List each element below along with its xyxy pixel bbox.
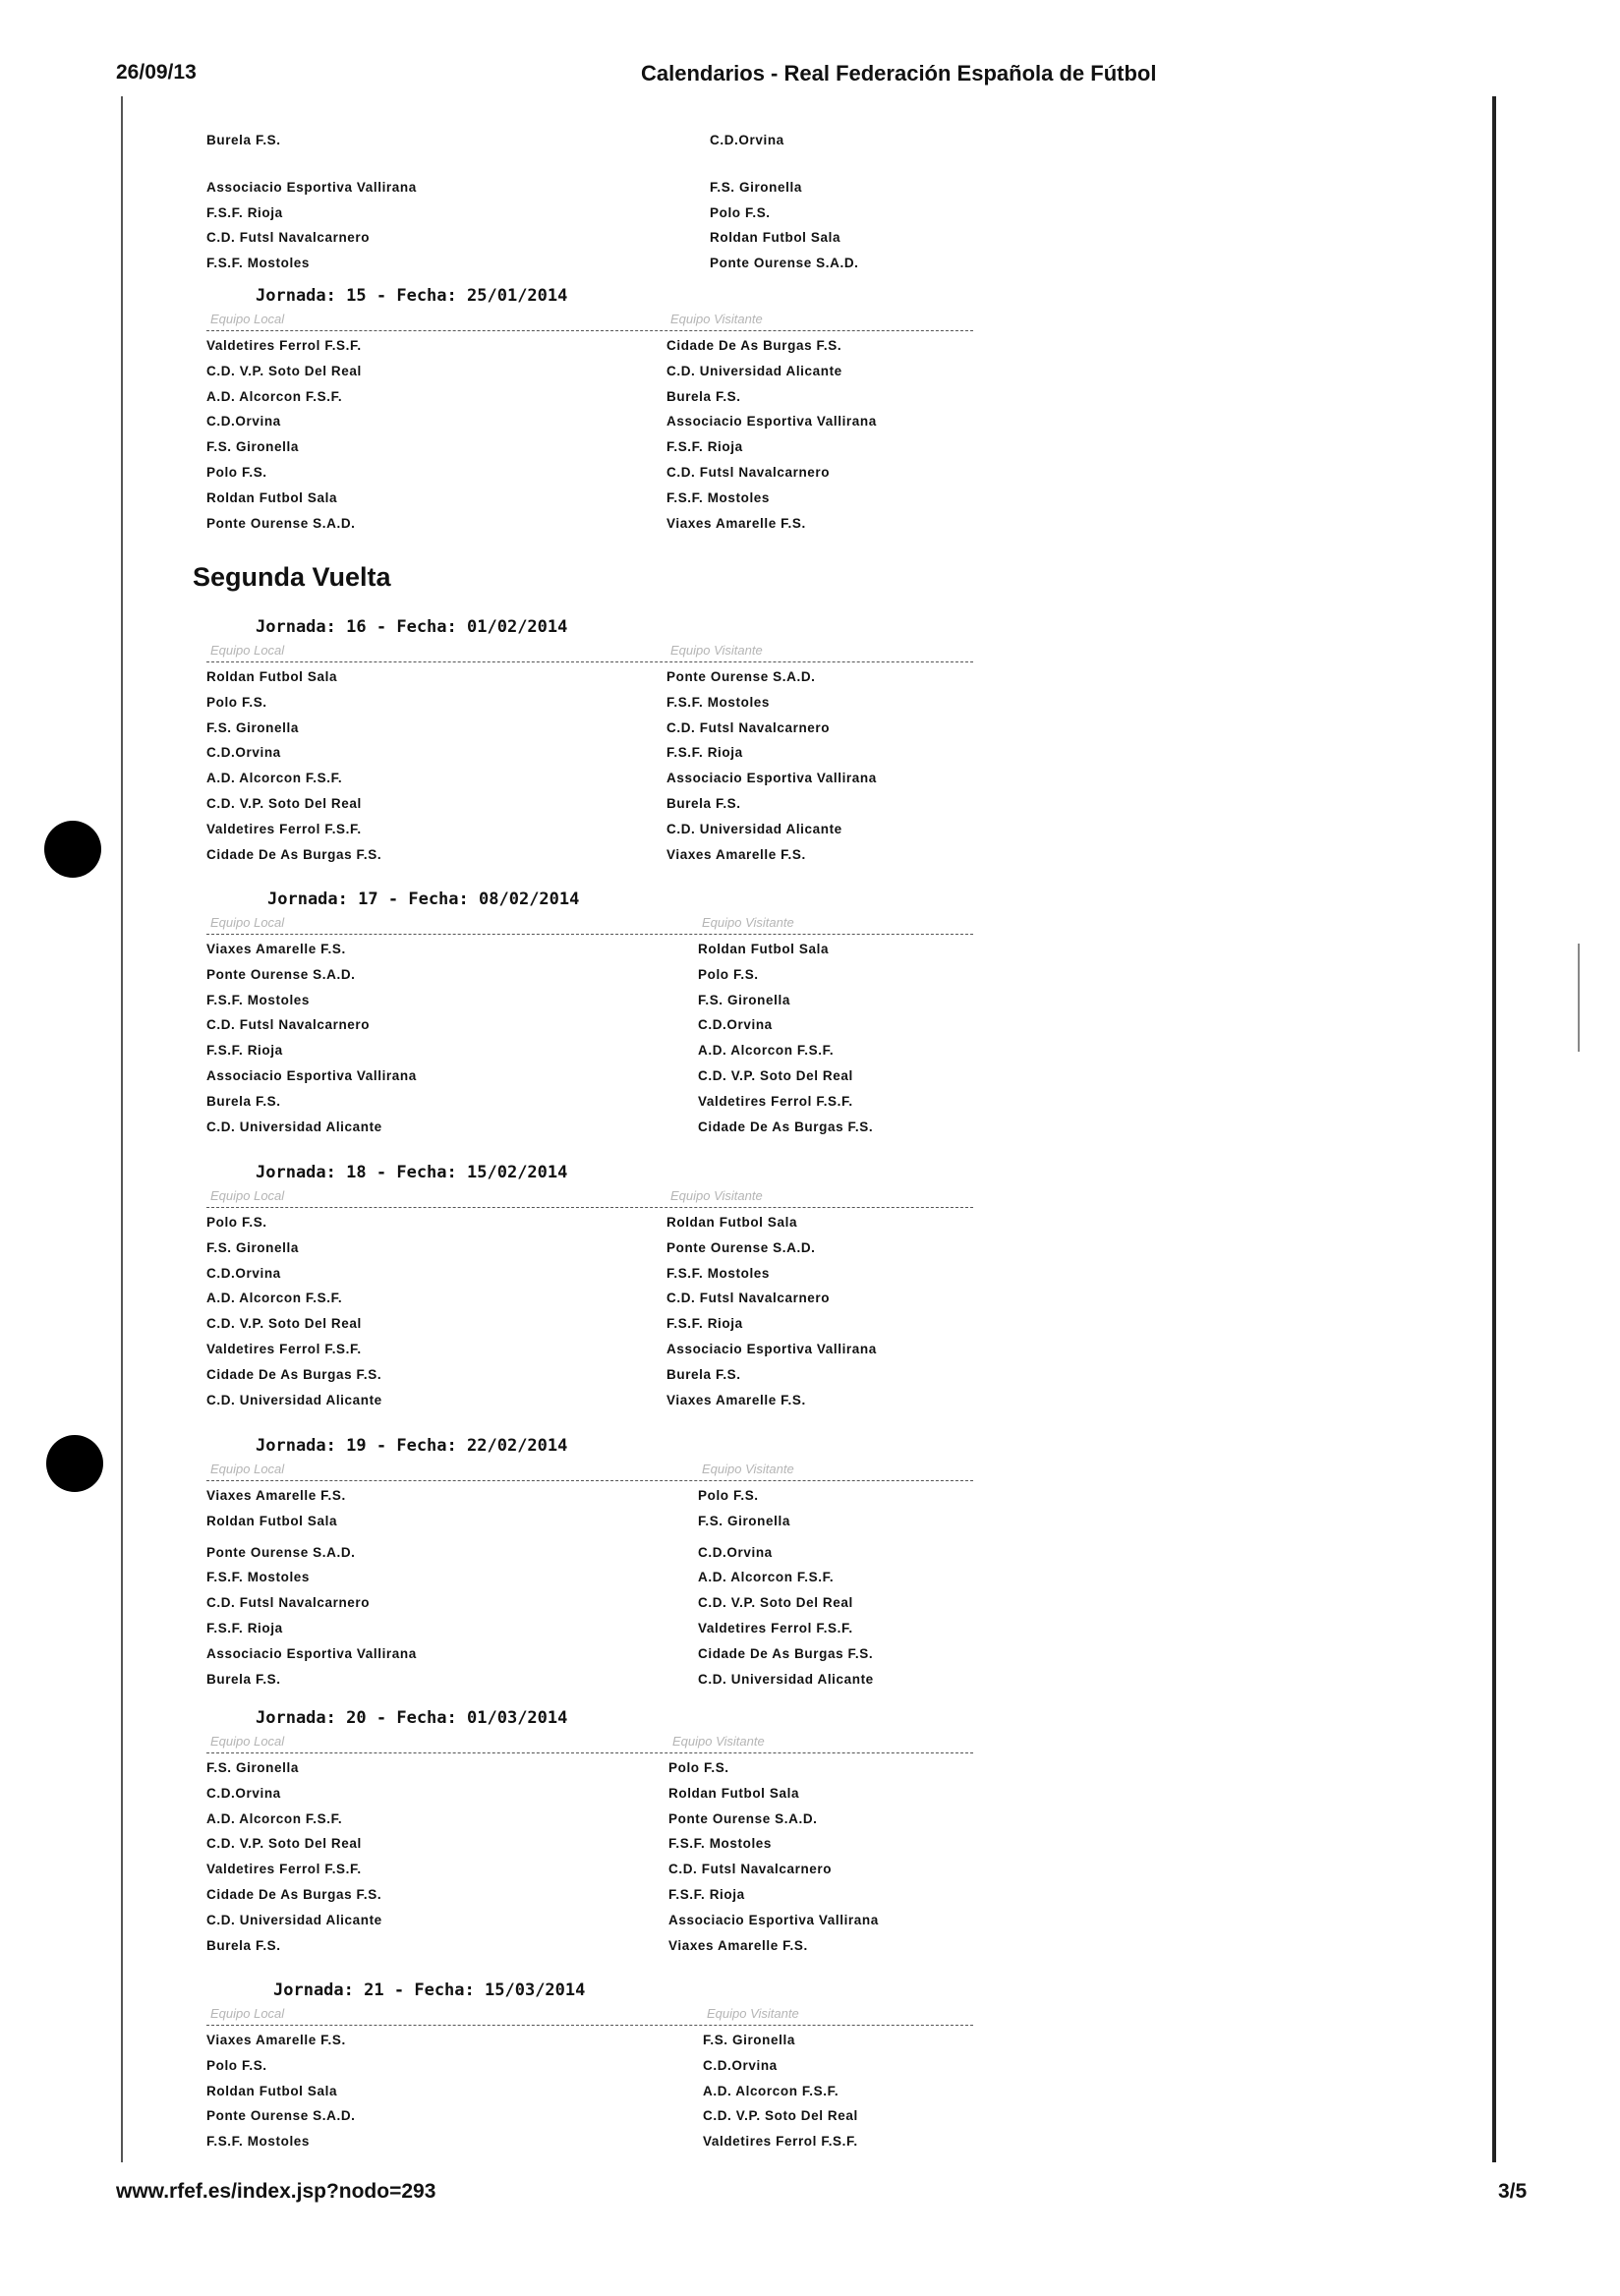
match-row <box>206 988 973 1013</box>
away-team: Polo F.S. <box>698 966 759 982</box>
match-row <box>206 817 973 842</box>
match-row <box>206 2079 973 2104</box>
fecha-label: - Fecha: <box>376 286 457 306</box>
jornada-heading <box>206 614 973 640</box>
match-row <box>206 1210 973 1235</box>
jornada-number: 16 <box>346 617 367 637</box>
jornada-label: Jornada: <box>256 1708 336 1728</box>
footer-url: www.rfef.es/index.jsp?nodo=293 <box>116 2180 436 2203</box>
jornada-heading <box>206 1705 973 1731</box>
away-team: Polo F.S. <box>698 1488 759 1503</box>
home-team: A.D. Alcorcon F.S.F. <box>206 388 343 404</box>
home-team: F.S. Gironella <box>206 1760 299 1775</box>
away-team: Viaxes Amarelle F.S. <box>666 1392 806 1407</box>
home-team: C.D. Universidad Alicante <box>206 1912 382 1927</box>
home-team: Polo F.S. <box>206 1215 267 1230</box>
home-team: Burela F.S. <box>206 1937 281 1953</box>
jornada-number: 17 <box>358 890 378 909</box>
away-team: Cidade De As Burgas F.S. <box>698 1645 874 1661</box>
match-list <box>206 1483 973 1692</box>
home-team: F.S. Gironella <box>206 439 299 455</box>
away-team: Viaxes Amarelle F.S. <box>666 515 806 531</box>
home-team: C.D.Orvina <box>206 1265 281 1281</box>
match-row <box>206 1115 973 1140</box>
local-column-label: Equipo Local <box>210 312 285 326</box>
home-team: Burela F.S. <box>206 1671 281 1687</box>
away-team: C.D.Orvina <box>698 1544 773 1560</box>
jornada-block <box>206 614 973 867</box>
jornada-heading <box>206 1978 973 2003</box>
away-team: C.D.Orvina <box>710 133 784 147</box>
away-team: Burela F.S. <box>666 388 741 404</box>
match-row <box>206 384 973 410</box>
match-row <box>206 251 973 276</box>
away-team: C.D. Futsl Navalcarnero <box>666 719 831 735</box>
home-team: Polo F.S. <box>206 2057 267 2073</box>
match-row <box>206 1362 973 1388</box>
away-team: C.D. Universidad Alicante <box>666 363 842 378</box>
match-row <box>206 962 973 988</box>
match-row <box>206 1235 973 1261</box>
match-row <box>206 333 973 359</box>
match-row <box>206 409 973 434</box>
section-title: Segunda Vuelta <box>193 562 391 592</box>
away-team: Polo F.S. <box>710 204 771 220</box>
column-header <box>206 2003 973 2026</box>
home-team: Valdetires Ferrol F.S.F. <box>206 1862 362 1877</box>
home-team: Viaxes Amarelle F.S. <box>206 1488 346 1503</box>
match-row <box>206 1590 973 1616</box>
punch-hole <box>46 1435 103 1492</box>
home-team: Polo F.S. <box>206 694 267 710</box>
match-row <box>206 225 973 251</box>
home-team: F.S.F. Mostoles <box>206 2134 311 2150</box>
home-team: Ponte Ourense S.A.D. <box>206 515 356 531</box>
home-team: Ponte Ourense S.A.D. <box>206 2108 356 2124</box>
away-team: C.D. Futsl Navalcarnero <box>666 1291 831 1306</box>
match-row <box>206 1261 973 1287</box>
home-team: Valdetires Ferrol F.S.F. <box>206 821 362 836</box>
away-team: F.S.F. Mostoles <box>666 1265 771 1281</box>
away-team: F.S.F. Mostoles <box>668 1836 773 1852</box>
away-team: F.S. Gironella <box>698 992 790 1007</box>
home-team: Valdetires Ferrol F.S.F. <box>206 338 362 353</box>
match-row <box>206 1616 973 1641</box>
match-list <box>206 937 973 1139</box>
match-row <box>206 1857 973 1882</box>
away-team: C.D. V.P. Soto Del Real <box>703 2108 858 2124</box>
away-team: C.D. Futsl Navalcarnero <box>666 464 831 480</box>
home-team: Burela F.S. <box>206 133 281 147</box>
home-team: F.S.F. Rioja <box>206 1620 283 1636</box>
fecha-date: 15/02/2014 <box>467 1163 568 1182</box>
away-team: Viaxes Amarelle F.S. <box>666 846 806 862</box>
match-row <box>206 1667 973 1693</box>
home-team: C.D. Universidad Alicante <box>206 1119 382 1134</box>
match-row <box>206 1286 973 1311</box>
home-team: C.D. V.P. Soto Del Real <box>206 363 362 378</box>
match-list <box>206 333 973 536</box>
visitante-column-label: Equipo Visitante <box>702 915 794 930</box>
home-team: C.D.Orvina <box>206 414 281 430</box>
page-header-title: Calendarios - Real Federación Española de Fútbol <box>641 61 1157 86</box>
jornada-block <box>206 283 973 536</box>
match-row <box>206 1882 973 1908</box>
away-team: F.S.F. Rioja <box>666 439 743 455</box>
away-team: F.S. Gironella <box>698 1513 790 1528</box>
away-team: F.S.F. Rioja <box>666 1316 743 1332</box>
fecha-date: 15/03/2014 <box>485 1980 586 2000</box>
away-team: C.D.Orvina <box>698 1017 773 1033</box>
away-team: A.D. Alcorcon F.S.F. <box>703 2083 839 2098</box>
jornada-heading <box>206 1160 973 1185</box>
jornada-number: 19 <box>346 1436 367 1456</box>
fecha-label: - Fecha: <box>387 890 469 909</box>
away-team: Valdetires Ferrol F.S.F. <box>703 2134 858 2150</box>
home-team: Ponte Ourense S.A.D. <box>206 1544 356 1560</box>
home-team: Roldan Futbol Sala <box>206 1513 338 1528</box>
column-header <box>206 640 973 662</box>
fecha-date: 01/03/2014 <box>467 1708 568 1728</box>
away-team: Valdetires Ferrol F.S.F. <box>698 1093 853 1109</box>
away-team: F.S.F. Rioja <box>668 1886 745 1902</box>
away-team: Burela F.S. <box>666 1366 741 1382</box>
column-header <box>206 1731 973 1753</box>
home-team: F.S.F. Rioja <box>206 204 283 220</box>
match-row <box>206 842 973 868</box>
away-team: A.D. Alcorcon F.S.F. <box>698 1043 835 1059</box>
home-team: F.S.F. Mostoles <box>206 256 311 271</box>
jornada-block <box>206 1705 973 1958</box>
match-row <box>206 664 973 690</box>
match-row <box>206 1337 973 1362</box>
away-team: Cidade De As Burgas F.S. <box>698 1119 874 1134</box>
home-team: A.D. Alcorcon F.S.F. <box>206 1291 343 1306</box>
match-row <box>206 1483 973 1509</box>
home-team: C.D. V.P. Soto Del Real <box>206 1836 362 1852</box>
page-number: 3/5 <box>1498 2180 1528 2203</box>
local-column-label: Equipo Local <box>210 1734 285 1749</box>
visitante-column-label: Equipo Visitante <box>670 643 763 658</box>
away-team: C.D.Orvina <box>703 2057 778 2073</box>
match-row <box>206 740 973 766</box>
right-rule <box>1492 96 1496 2162</box>
home-team: Associacio Esportiva Vallirana <box>206 1645 417 1661</box>
match-row <box>206 2129 973 2154</box>
match-row <box>206 128 973 153</box>
match-row <box>206 1781 973 1807</box>
home-team: Polo F.S. <box>206 464 267 480</box>
home-team: F.S.F. Mostoles <box>206 992 311 1007</box>
away-team: Ponte Ourense S.A.D. <box>668 1810 818 1826</box>
jornada-heading <box>206 283 973 309</box>
jornada-block <box>206 887 973 1139</box>
away-team: Burela F.S. <box>666 795 741 811</box>
home-team: Cidade De As Burgas F.S. <box>206 1366 382 1382</box>
fecha-label: - Fecha: <box>376 1436 457 1456</box>
away-team: F.S.F. Mostoles <box>666 489 771 505</box>
home-team: C.D.Orvina <box>206 745 281 761</box>
away-team: F.S. Gironella <box>703 2033 795 2047</box>
left-rule <box>121 96 123 2162</box>
match-list <box>206 1210 973 1412</box>
match-row <box>206 1012 973 1038</box>
jornada-block <box>206 1978 973 2154</box>
jornada-block <box>206 1433 973 1692</box>
fecha-label: - Fecha: <box>376 1163 457 1182</box>
match-row <box>206 716 973 741</box>
match-row <box>206 2053 973 2079</box>
fecha-date: 22/02/2014 <box>467 1436 568 1456</box>
home-team: Cidade De As Burgas F.S. <box>206 1886 382 1902</box>
jornada-block <box>206 1160 973 1412</box>
away-team: Valdetires Ferrol F.S.F. <box>698 1620 853 1636</box>
jornada-label: Jornada: <box>256 617 336 637</box>
match-row <box>206 1509 973 1534</box>
match-row <box>206 1388 973 1413</box>
jornada-heading <box>206 1433 973 1459</box>
away-team: C.D. Universidad Alicante <box>666 821 842 836</box>
jornada-number: 20 <box>346 1708 367 1728</box>
match-row <box>206 690 973 716</box>
match-row <box>206 1565 973 1590</box>
home-team: Associacio Esportiva Vallirana <box>206 179 417 195</box>
jornada-label: Jornada: <box>256 286 336 306</box>
match-row <box>206 434 973 460</box>
match-row <box>206 1311 973 1337</box>
match-row <box>206 791 973 817</box>
home-team: F.S.F. Mostoles <box>206 1570 311 1585</box>
scan-artifact-line <box>1578 944 1580 1052</box>
away-team: Roldan Futbol Sala <box>668 1785 800 1801</box>
home-team: Associacio Esportiva Vallirana <box>206 1067 417 1083</box>
jornada-label: Jornada: <box>256 1163 336 1182</box>
home-team: C.D. Futsl Navalcarnero <box>206 1017 371 1033</box>
away-team: C.D. Futsl Navalcarnero <box>668 1862 833 1877</box>
away-team: Associacio Esportiva Vallirana <box>666 1341 877 1356</box>
away-team: Ponte Ourense S.A.D. <box>666 669 816 684</box>
home-team: Viaxes Amarelle F.S. <box>206 2033 346 2047</box>
match-row <box>206 1755 973 1781</box>
column-header <box>206 309 973 331</box>
column-header <box>206 1185 973 1208</box>
visitante-column-label: Equipo Visitante <box>670 1188 763 1203</box>
away-team: A.D. Alcorcon F.S.F. <box>698 1570 835 1585</box>
match-row <box>206 1933 973 1959</box>
match-row <box>206 1908 973 1933</box>
match-row <box>206 1540 973 1566</box>
fecha-date: 08/02/2014 <box>479 890 580 909</box>
away-team: Associacio Esportiva Vallirana <box>666 771 877 786</box>
home-team: A.D. Alcorcon F.S.F. <box>206 1810 343 1826</box>
match-row <box>206 175 973 201</box>
away-team: Cidade De As Burgas F.S. <box>666 338 842 353</box>
jornada-number: 18 <box>346 1163 367 1182</box>
home-team: Roldan Futbol Sala <box>206 669 338 684</box>
away-team: Polo F.S. <box>668 1760 729 1775</box>
away-team: C.D. Universidad Alicante <box>698 1671 874 1687</box>
local-column-label: Equipo Local <box>210 2006 285 2021</box>
match-row <box>206 201 973 226</box>
away-team: Ponte Ourense S.A.D. <box>710 256 859 271</box>
home-team: Burela F.S. <box>206 1093 281 1109</box>
match-row <box>206 1063 973 1089</box>
match-list <box>206 1755 973 1958</box>
jornada-label: Jornada: <box>267 890 348 909</box>
match-row <box>206 766 973 791</box>
away-team: Associacio Esportiva Vallirana <box>668 1912 879 1927</box>
home-team: Valdetires Ferrol F.S.F. <box>206 1341 362 1356</box>
print-date: 26/09/13 <box>116 61 197 84</box>
match-row <box>206 1831 973 1857</box>
away-team: Ponte Ourense S.A.D. <box>666 1239 816 1255</box>
match-list <box>206 2028 973 2154</box>
home-team: C.D. Futsl Navalcarnero <box>206 230 371 246</box>
home-team: Viaxes Amarelle F.S. <box>206 942 346 956</box>
away-team: Associacio Esportiva Vallirana <box>666 414 877 430</box>
match-row <box>206 1089 973 1115</box>
home-team: F.S. Gironella <box>206 1239 299 1255</box>
jornada-number: 15 <box>346 286 367 306</box>
visitante-column-label: Equipo Visitante <box>707 2006 799 2021</box>
home-team: F.S. Gironella <box>206 719 299 735</box>
home-team: C.D.Orvina <box>206 1785 281 1801</box>
home-team: Roldan Futbol Sala <box>206 2083 338 2098</box>
match-list <box>206 664 973 867</box>
visitante-column-label: Equipo Visitante <box>672 1734 765 1749</box>
jornada-label: Jornada: <box>256 1436 336 1456</box>
match-row <box>206 359 973 384</box>
home-team: Roldan Futbol Sala <box>206 489 338 505</box>
home-team: Ponte Ourense S.A.D. <box>206 966 356 982</box>
home-team: F.S.F. Rioja <box>206 1043 283 1059</box>
previous-round-continuation <box>206 126 973 276</box>
away-team: Roldan Futbol Sala <box>666 1215 798 1230</box>
fecha-label: - Fecha: <box>376 1708 457 1728</box>
away-team: Viaxes Amarelle F.S. <box>668 1937 808 1953</box>
home-team: C.D. Futsl Navalcarnero <box>206 1595 371 1611</box>
local-column-label: Equipo Local <box>210 643 285 658</box>
away-team: F.S. Gironella <box>710 179 802 195</box>
home-team: C.D. Universidad Alicante <box>206 1392 382 1407</box>
match-row <box>206 486 973 511</box>
away-team: F.S.F. Rioja <box>666 745 743 761</box>
match-row <box>206 2103 973 2129</box>
punch-hole <box>44 821 101 878</box>
jornada-label: Jornada: <box>273 1980 354 2000</box>
match-row <box>206 511 973 537</box>
jornada-number: 21 <box>364 1980 384 2000</box>
local-column-label: Equipo Local <box>210 1462 285 1476</box>
home-team: A.D. Alcorcon F.S.F. <box>206 771 343 786</box>
fecha-label: - Fecha: <box>393 1980 475 2000</box>
home-team: C.D. V.P. Soto Del Real <box>206 795 362 811</box>
match-row <box>206 460 973 486</box>
away-team: Roldan Futbol Sala <box>710 230 841 246</box>
away-team: C.D. V.P. Soto Del Real <box>698 1067 853 1083</box>
local-column-label: Equipo Local <box>210 1188 285 1203</box>
match-row <box>206 1641 973 1667</box>
visitante-column-label: Equipo Visitante <box>670 312 763 326</box>
fecha-date: 25/01/2014 <box>467 286 568 306</box>
match-row <box>206 1038 973 1063</box>
home-team: Cidade De As Burgas F.S. <box>206 846 382 862</box>
away-team: Roldan Futbol Sala <box>698 942 830 956</box>
jornada-heading <box>206 887 973 912</box>
visitante-column-label: Equipo Visitante <box>702 1462 794 1476</box>
home-team: C.D. V.P. Soto Del Real <box>206 1316 362 1332</box>
match-row <box>206 1807 973 1832</box>
match-row <box>206 937 973 962</box>
fecha-date: 01/02/2014 <box>467 617 568 637</box>
match-row <box>206 2028 973 2053</box>
column-header <box>206 1459 973 1481</box>
fecha-label: - Fecha: <box>376 617 457 637</box>
column-header <box>206 912 973 935</box>
away-team: F.S.F. Mostoles <box>666 694 771 710</box>
local-column-label: Equipo Local <box>210 915 285 930</box>
away-team: C.D. V.P. Soto Del Real <box>698 1595 853 1611</box>
